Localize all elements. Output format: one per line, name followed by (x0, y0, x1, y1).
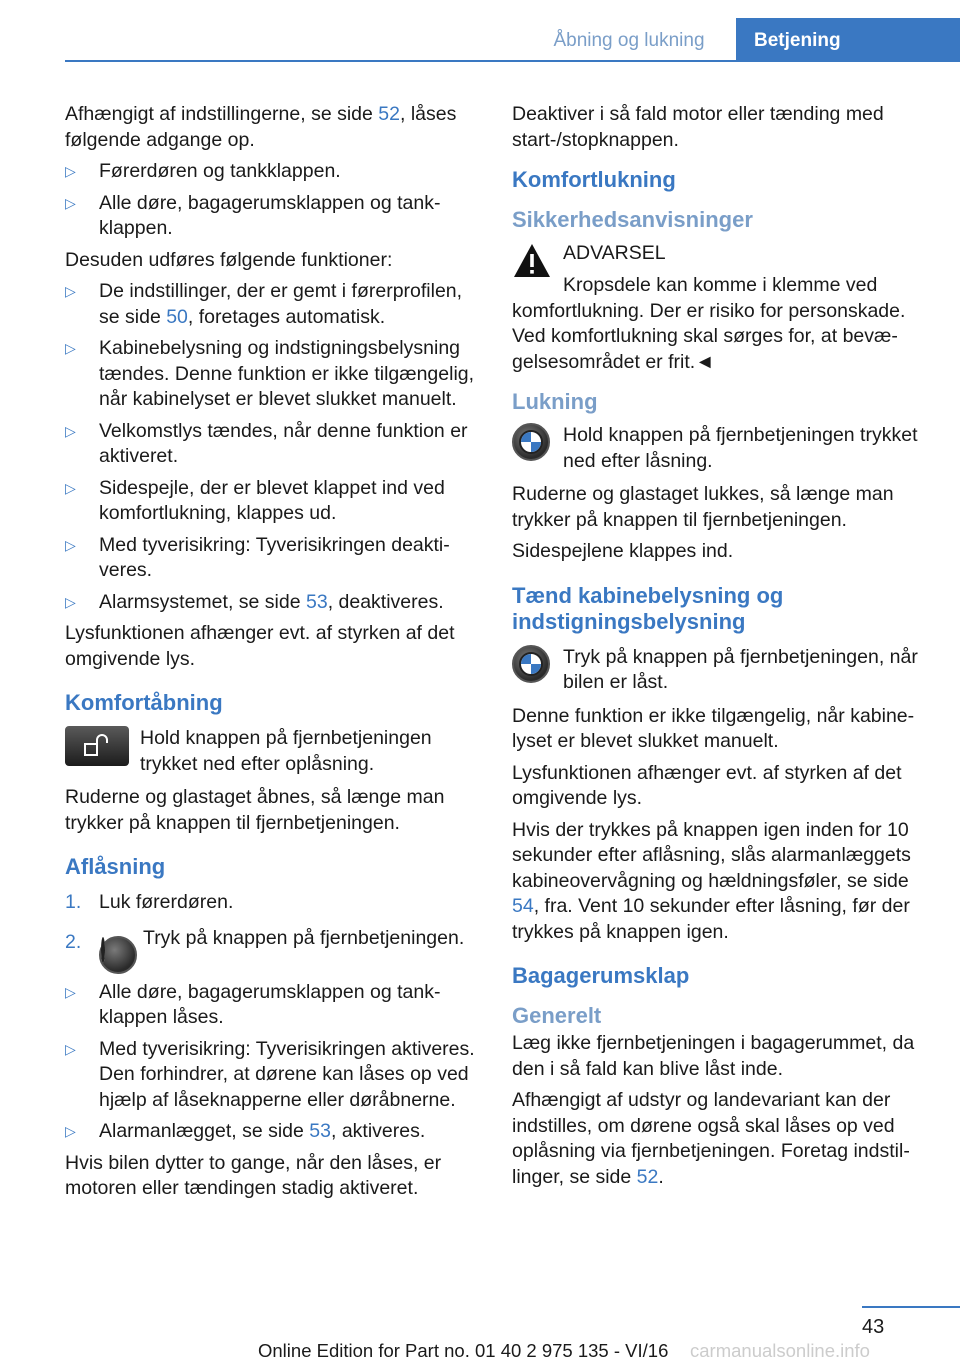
generelt-text: Læg ikke fjernbetjeningen i bagagerummet, da den i så fald kan blive låst inde. (512, 1032, 915, 1080)
mirrors-in-text: Sidespejlene klappes ind. (512, 540, 734, 562)
also-paragraph: Desuden udføres følgende funktioner: (65, 248, 393, 271)
heading-sikkerhed: Sikkerhedsanvisninger (512, 207, 753, 232)
function-list (65, 279, 480, 615)
light-note: Lysfunktionen afhænger evt. af styrken af det omgivende lys. (65, 622, 455, 670)
light-note: Lysfunktionen afhænger evt. af styrken af det omgivende lys. (512, 761, 902, 809)
page-link[interactable]: 50 (166, 305, 188, 328)
unlock-key-icon (65, 726, 129, 766)
step-item: 1. Luk førerdøren. (65, 891, 234, 913)
list-item: ▷ Alle døre, bagagerumsklappen og tankklappen låses. (65, 980, 480, 1031)
list-item: ▷ Alarmanlægget, se side 53, aktiveres. (65, 1119, 480, 1145)
kabine-block (512, 645, 930, 696)
heading-bagage: Bagagerumsklap (512, 963, 690, 988)
watermark: carmanualsonline.info (690, 1340, 870, 1361)
list-item: ▷ Kabinebelysning og indstigningsbelysning tændes. Denne funktion er ikke tilgængelig, når kabinelyset er blevet slukket manuelt. (65, 336, 480, 413)
unlock-list (65, 159, 480, 242)
list-item: ▷ Med tyverisikring: Tyverisikringen deaktiveres. (65, 533, 480, 584)
header-chapter-tab: Betjening (736, 18, 960, 62)
list-item: ▷ Alle døre, bagagerumsklappen og tankklappen. (65, 191, 480, 242)
heading-aflasning: Aflåsning (65, 854, 166, 879)
kabine-note: Denne funktion er ikke tilgængelig, når kabinelyset er blevet slukket manuelt. (512, 704, 915, 752)
list-item: ▷ Førerdøren og tankklappen. (65, 159, 480, 185)
kabine-text: Tryk på knappen på fjernbetjeningen, når bilen er låst. (563, 645, 918, 693)
page-link[interactable]: 52 (378, 103, 400, 125)
list-item: ▷ Alarmsystemet, se side 53, deaktiveres. (65, 590, 480, 616)
lukning-block (512, 423, 930, 474)
heading-generelt: Generelt (512, 1003, 602, 1028)
lock-result-list (65, 980, 480, 1145)
closing-paragraph: Hvis bilen dytter to gange, når den låses, er motoren eller tændingen stadig aktiveret. (65, 1151, 442, 1199)
page-link[interactable]: 54 (512, 895, 534, 917)
bmw-key-icon (99, 936, 137, 974)
warning-title: ADVARSEL (563, 242, 666, 264)
warning-block (512, 241, 930, 291)
heading-kabine: Tænd kabinebelysning og indstigningsbelysning (512, 582, 784, 634)
alarm-paragraph: Hvis der trykkes på knappen igen inden for 10 sekunder efter aflåsning, slås alarmanlæggets kabineovervågning og hældningsføler, se side 54, fra. Vent 10 sekunder efter låsning, før der trykkes på knappen igen. (512, 818, 911, 943)
header-section-title: Åbning og lukning (553, 30, 705, 51)
list-item: ▷ De indstillinger, der er gemt i førerprofilen, se side 50, foretages automatisk. (65, 279, 480, 330)
heading-komfortabning: Komfortåbning (65, 690, 223, 715)
lukning-text: Hold knappen på fjernbetjeningen trykket ned efter låsning. (563, 424, 918, 472)
warning-icon (512, 241, 552, 281)
footer-rule (862, 1306, 960, 1308)
warning-text: Kropsdele kan komme i klemme ved komfortlukning. Der er risiko for personskade. Ved komfortlukning skal sørges for, at bevægelsesområdet er frit.◄ (512, 274, 906, 373)
aflasning-steps (65, 890, 480, 974)
list-item: ▷ Velkomstlys tændes, når denne funktion er aktiveret. (65, 419, 480, 470)
page-link[interactable]: 52 (636, 1165, 659, 1188)
step-item: 2. Tryk på knappen på fjernbetjeningen. (65, 922, 480, 974)
edition-text: Online Edition for Part no. 01 40 2 975 135 - VI/16 (258, 1340, 669, 1361)
page-header (0, 0, 960, 62)
heading-komfortlukning: Komfortlukning (512, 167, 676, 192)
bmw-key-icon (512, 423, 550, 461)
komfortabning-text: Hold knappen på fjernbetjeningen trykket ned efter oplåsning. (140, 727, 432, 775)
heading-lukning: Lukning (512, 389, 598, 414)
page-link[interactable]: 53 (309, 1120, 331, 1142)
list-item: ▷ Med tyverisikring: Tyverisikringen aktiveres. Den forhindrer, at dørene kan låses op ved hjælp af låseknapperne eller døråbnerne. (65, 1037, 480, 1114)
deactivate-paragraph: Deaktiver i så fald motor eller tænding med start-/stopknappen. (512, 103, 884, 151)
header-rule (65, 60, 960, 62)
setting-paragraph: Afhængigt af udstyr og landevariant kan der indstilles, om dørene også skal låses op ved oplåsning via fjernbetjeningen. Foretag indstillinger, se side 52. (512, 1089, 910, 1188)
intro-paragraph: Afhængigt af indstillingerne, se side 52, låses følgende adgange op. (65, 103, 457, 151)
bmw-key-icon (512, 645, 550, 683)
left-column (65, 102, 480, 1208)
page-footer (0, 1298, 960, 1362)
komfortabning-block (65, 726, 480, 777)
right-column (512, 102, 930, 1196)
page-link[interactable]: 53 (305, 590, 328, 613)
windows-close-text: Ruderne og glastaget lukkes, så længe man trykker på knappen til fjernbetjeningen. (512, 483, 894, 531)
windows-open-text: Ruderne og glastaget åbnes, så længe man trykker på knappen til fjernbetjeningen. (65, 786, 445, 834)
list-item: ▷ Sidespejle, der er blevet klappet ind ved komfortlukning, klappes ud. (65, 476, 480, 527)
page-number: 43 (862, 1316, 885, 1338)
